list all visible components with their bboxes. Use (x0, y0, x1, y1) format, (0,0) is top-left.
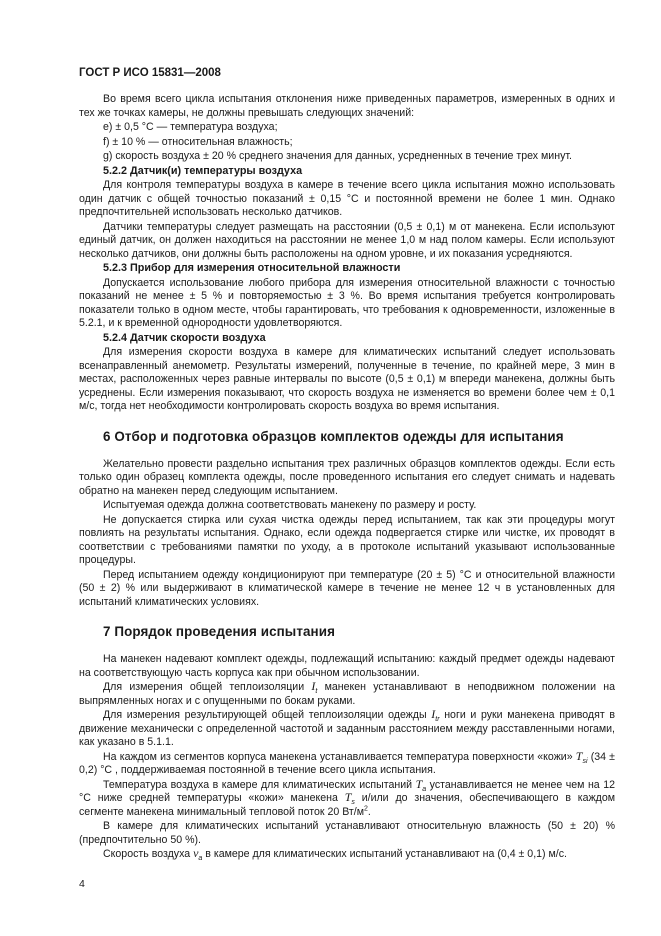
symbol: v (193, 846, 199, 860)
paragraph: Испытуемая одежда должна соответствовать манекену по размеру и росту. (103, 499, 477, 511)
text: . (367, 805, 371, 818)
paragraph (79, 748, 615, 778)
text: в камере для климатических испытаний устанавливают на (0,4 ± 0,1) м/с. (202, 848, 567, 860)
text: Для измерения общей теплоизоляции (103, 681, 312, 693)
text: (34 ± 0,2) °C , поддерживаемая постоянной в течение всего цикла испытания. (79, 750, 615, 776)
paragraph: Не допускается стирка или сухая чистка одежды перед испытанием, так как эти процедуры могут повлиять на результаты испытания. Однако, если одежда подвергается стирке или чистке, их проводят в соответствии с требованиями памятки по уходу, а в протоколе испытаний указывают использованные процедуры. (79, 513, 615, 566)
text: Для измерения результирующей общей теплоизоляции одежды (103, 709, 432, 721)
text: Скорость воздуха (103, 848, 194, 860)
list-item: f) ± 10 % — относительная влажность; (103, 135, 293, 148)
paragraph (79, 848, 615, 862)
subscript: t (315, 688, 318, 696)
paragraph: Перед испытанием одежду кондиционируют при температуре (20 ± 5) °C и относительной влажности (50 ± 2) % или выдерживают в климатической камере в течение не менее 12 ч в установленных для испытаний климатических условиях. (79, 568, 615, 608)
text: манекен устанавливают в неподвижном положении на выпрямленных ногах и с опущенными по бокам руками. (79, 681, 615, 707)
section-heading: 6 Отбор и подготовка образцов комплектов одежды для испытания (103, 428, 564, 444)
section-7 (79, 624, 615, 862)
paragraph (79, 776, 616, 820)
text: и/или до значения, обеспечивающего в каждом сегменте манекена минимальный тепловой поток 20 Вт/м (79, 792, 616, 818)
subscript: a (198, 855, 203, 863)
symbol: I (311, 679, 316, 693)
page-number: 4 (79, 877, 85, 890)
paragraph (79, 681, 615, 708)
symbol: I (431, 707, 436, 721)
subscript: a (422, 785, 427, 793)
paragraph: Для измерения скорости воздуха в камере для климатических испытаний следует использовать всенаправленный анемометр. Результаты измерений, полученные в течение, по крайней мере, 3 мин в местах, расположенных через равные интервалы по высоте (0,5 ± 0,1) м впереди манекена, должны быть усреднены. Если измерения показывают, что скорость воздуха не изменяется во времени более чем ± 0,1 м/с, тогда нет необходимости контролировать скорость воздуха во время испытания. (79, 346, 615, 412)
section-6 (79, 429, 615, 610)
paragraph: Желательно провести раздельно испытания трех различных образцов комплектов одежды. Если есть только один образец комплекта одежды, после проведенного испытания его следует снимать и надевать обратно на манекен перед следующим испытанием. (79, 457, 615, 497)
superscript: 2 (364, 804, 368, 812)
subscript: s (351, 799, 355, 807)
text: Температура воздуха в камере для климатических испытаний (103, 778, 416, 791)
paragraph: Для контроля температуры воздуха в камере в течение всего цикла испытания можно использовать один датчик с общей точностью показаний ± 0,15 °C и постоянной времени не более 1 мин. Однако предпочтительней использовать несколько датчиков. (79, 179, 615, 218)
subscript: si (582, 757, 588, 765)
symbol: T (575, 748, 583, 763)
section-heading: 7 Порядок проведения испытания (103, 624, 335, 639)
subsection-heading: 5.2.3 Прибор для измерения относительной влажности (103, 262, 401, 274)
subsection-heading: 5.2.2 Датчик(и) температуры воздуха (103, 164, 303, 177)
paragraph: Допускается использование любого прибора для измерения относительной влажности с точностью показаний не менее ± 5 % и повторяемостью ± 3 %. Во время испытания требуется контролировать показатели только в одном месте, чтобы гарантировать, что требования к одновременности, изложенные в 5.2.1, и к временной однородности удовлетворяются. (79, 276, 615, 329)
subscript: tr (435, 716, 440, 724)
symbol: T (415, 776, 423, 791)
document-header: ГОСТ Р ИСО 15831—2008 (79, 67, 221, 79)
text: устанавливается не менее чем на 12 °C ниже средней температуры «кожи» манекена (79, 778, 615, 804)
section-5-2-continued (79, 93, 615, 414)
document-page (79, 0, 615, 891)
paragraph: Датчики температуры следует размещать на расстоянии (0,5 ± 0,1) м от манекена. Если используют единый датчик, он должен находиться на расстоянии не менее 1,0 м над полом камеры. Если используют несколько датчиков, они должны быть расположены на одном уровне, и их показания усредняются. (79, 220, 615, 260)
text: На каждом из сегментов корпуса манекена устанавливается температура поверхности «кожи» (103, 750, 576, 763)
paragraph: В камере для климатических испытаний устанавливают относительную влажность (50 ± 20) % (предпочтительно 50 %). (79, 820, 615, 846)
paragraph: Во время всего цикла испытания отклонения ниже приведенных параметров, измеренных в одних и тех же точках камеры, не должны превышать следующих значений: (79, 93, 615, 119)
list-item: e) ± 0,5 °C — температура воздуха; (103, 121, 278, 133)
text: ноги и руки манекена приводят в движение механически с определенной частотой и заданным расстоянием между расставленными ногами, как указано в 5.1.1. (79, 709, 615, 748)
list-item: g) скорость воздуха ± 20 % среднего значения для данных, усредненных в течение трех минут. (103, 150, 572, 162)
subsection-heading: 5.2.4 Датчик скорости воздуха (103, 331, 266, 344)
paragraph: На манекен надевают комплект одежды, подлежащий испытанию: каждый предмет одежды надевают на соответствующую часть корпуса как при обычном использовании. (79, 653, 615, 679)
symbol: T (344, 790, 352, 804)
paragraph (79, 709, 615, 750)
